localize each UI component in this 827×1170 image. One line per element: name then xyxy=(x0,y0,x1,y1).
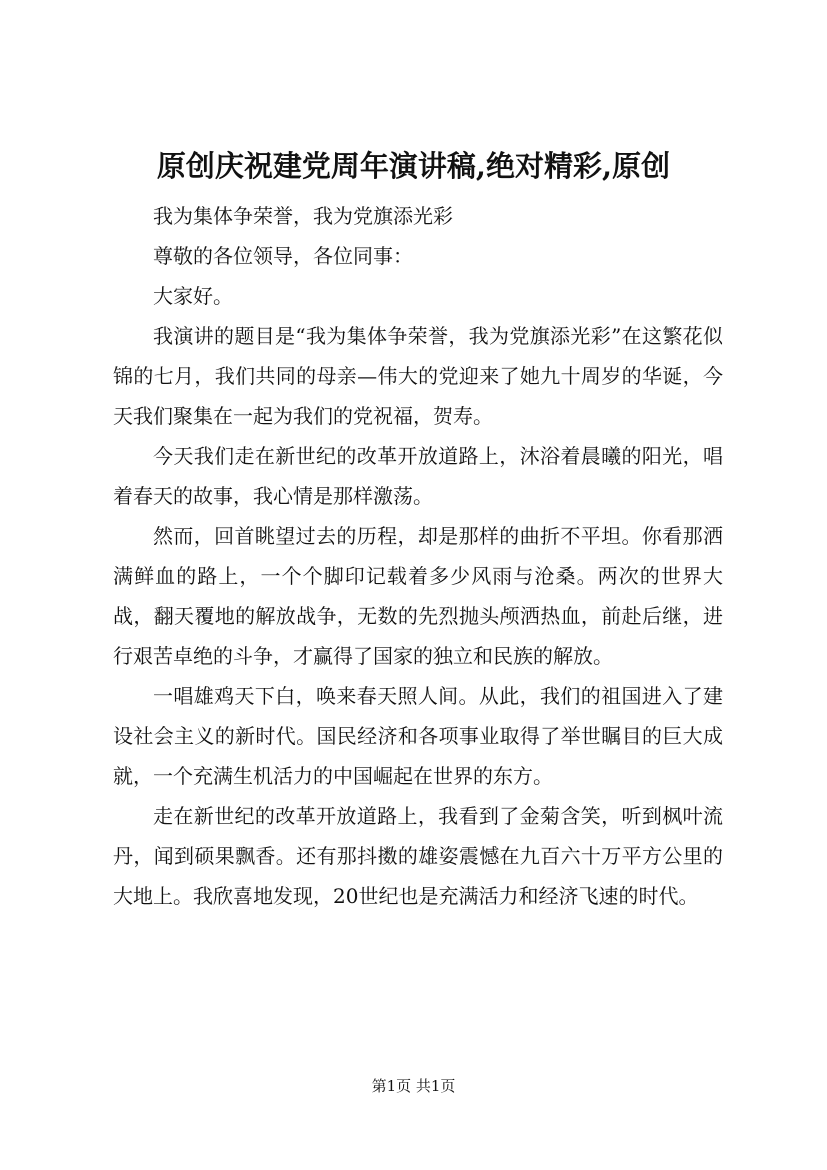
document-title: 原创庆祝建党周年演讲稿,绝对精彩,原创 xyxy=(156,149,671,183)
paragraph-intro: 我演讲的题目是“我为集体争荣誉，我为党旗添光彩”在这繁花似锦的七月，我们共同的母亲—伟大的党迎来了她九十周岁的华诞，今天我们聚集在一起为我们的党祝福，贺寿。 xyxy=(113,324,723,428)
page-number-footer: 第1页 共1页 xyxy=(371,1077,456,1095)
paragraph-reform: 走在新世纪的改革开放道路上，我看到了金菊含笑，听到枫叶流丹，闻到硕果飘香。还有那抖擞的雄姿震憾在九百六十万平方公里的大地上。我欣喜地发现，20世纪也是充满活力和经济飞速的时代。 xyxy=(113,804,723,908)
paragraph-new-century: 今天我们走在新世纪的改革开放道路上，沐浴着晨曦的阳光，唱着春天的故事，我心情是那样激荡。 xyxy=(113,444,723,508)
paragraph-subtitle: 我为集体争荣誉，我为党旗添光彩 xyxy=(153,204,453,228)
document-body xyxy=(113,196,723,916)
paragraph-new-era: 一唱雄鸡天下白，唤来春天照人间。从此，我们的祖国进入了建设社会主义的新时代。国民经济和各项事业取得了举世瞩目的巨大成就，一个充满生机活力的中国崛起在世界的东方。 xyxy=(113,684,723,788)
paragraph-greeting: 大家好。 xyxy=(153,284,233,308)
paragraph-salutation: 尊敬的各位领导，各位同事： xyxy=(153,244,413,268)
paragraph-history: 然而，回首眺望过去的历程，却是那样的曲折不平坦。你看那洒满鲜血的路上，一个个脚印记载着多少风雨与沧桑。两次的世界大战，翻天覆地的解放战争，无数的先烈抛头颅洒热血，前赴后继，进行艰苦卓绝的斗争，才赢得了国家的独立和民族的解放。 xyxy=(113,524,723,668)
